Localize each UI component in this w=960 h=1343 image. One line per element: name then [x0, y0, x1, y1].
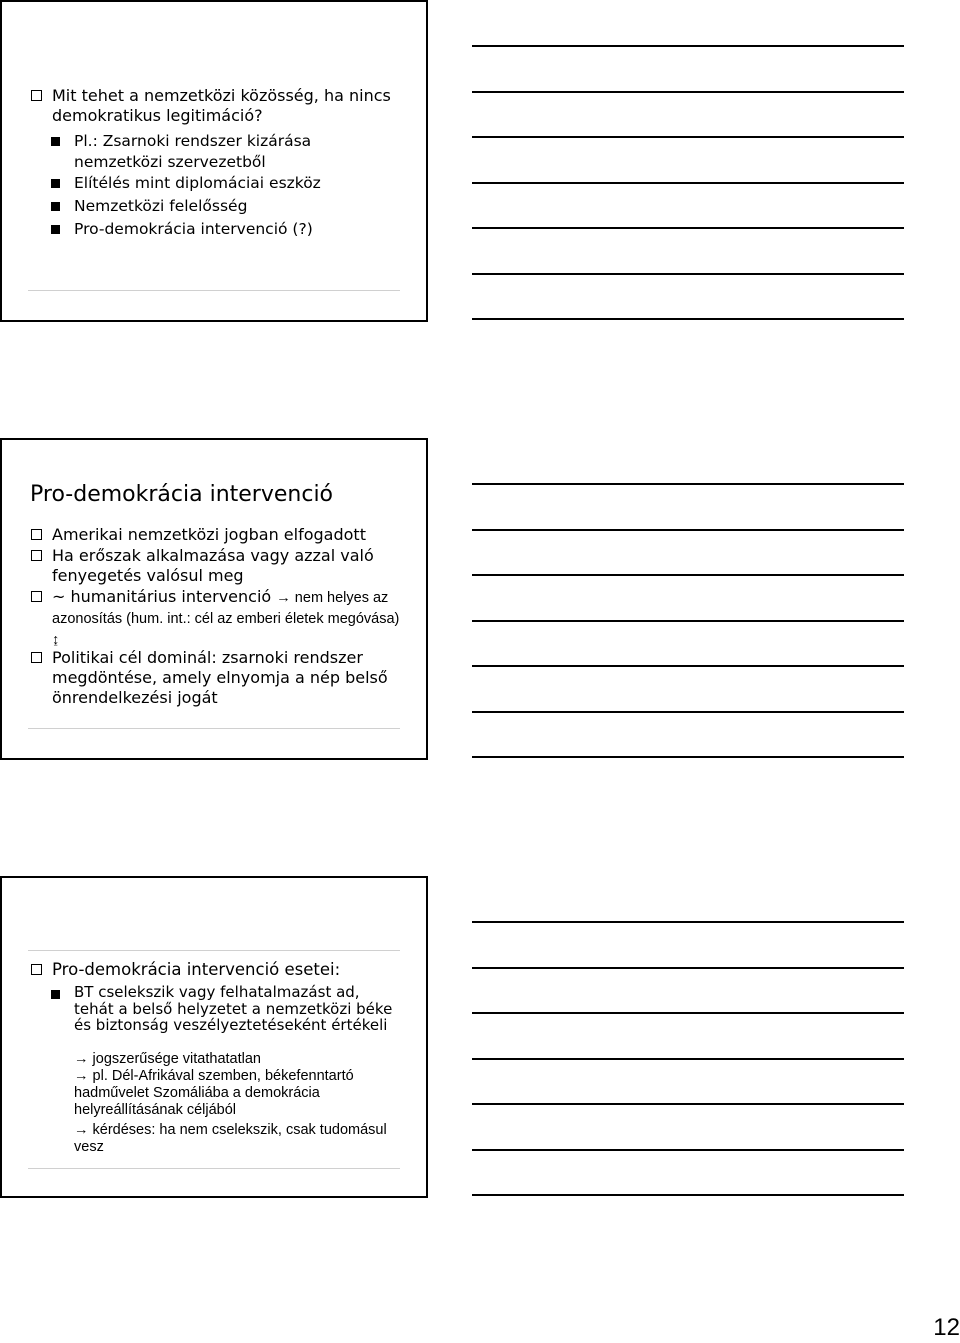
note-line: [472, 1012, 904, 1014]
note-line: [472, 1103, 904, 1105]
note-line: [472, 1149, 904, 1151]
slide3-subitem: → pl. Dél-Afrikával szemben, békefenntartó hadművelet Szomáliába a demokrácia helyreállításának céljából: [74, 1068, 354, 1118]
note-line: [472, 136, 904, 138]
hollow-square-bullet-icon: [30, 525, 46, 545]
arrow-right-icon: →: [74, 1122, 89, 1138]
slide3-subitem: → jogszerűsége vitathatatlan: [74, 1051, 261, 1067]
slide1-bullet: Nemzetközi felelősség: [50, 196, 400, 217]
slide2-item: Amerikai nemzetközi jogban elfogadott: [30, 525, 400, 545]
hollow-square-bullet-icon: [30, 546, 46, 566]
hollow-square-bullet-icon: [30, 648, 46, 668]
note-line: [472, 45, 904, 47]
note-line: [472, 620, 904, 622]
note-line: [472, 756, 904, 758]
filled-square-bullet-icon: [50, 196, 64, 216]
slide2-item: Politikai cél dominál: zsarnoki rendszer megdöntése, amely elnyomja a nép belső önrendelkezési jogát: [30, 648, 400, 708]
note-line: [472, 529, 904, 531]
filled-square-bullet-icon: [50, 173, 64, 193]
note-line: [472, 273, 904, 275]
note-line: [472, 1194, 904, 1196]
slide3-heading: Pro-demokrácia intervenció esetei:: [30, 960, 400, 980]
filled-square-bullet-icon: [50, 984, 64, 1004]
note-line: [472, 318, 904, 320]
slide3-bullet: BT cselekszik vagy felhatalmazást ad, tehát a belső helyzetet a nemzetközi béke és biztonság veszélyeztetéseként értékeli: [50, 984, 400, 1034]
page-number: 12: [933, 1314, 960, 1341]
arrow-right-icon: →: [74, 1051, 89, 1067]
note-line: [472, 182, 904, 184]
slide1-question: Mit tehet a nemzetközi közösség, ha nincs demokratikus legitimáció?: [30, 86, 400, 126]
slide1-bullet: Pl.: Zsarnoki rendszer kizárása nemzetközi szervezetből: [50, 131, 400, 172]
slide3-subitem: → kérdéses: ha nem cselekszik, csak tudomásul vesz: [74, 1122, 387, 1155]
note-line: [472, 967, 904, 969]
slide2-footer-rule: [28, 728, 400, 729]
arrow-right-icon: →: [74, 1068, 89, 1084]
note-line: [472, 921, 904, 923]
slide2-item: Ha erőszak alkalmazása vagy azzal való fenyegetés valósul meg: [30, 546, 400, 586]
slide2-title: Pro-demokrácia intervenció: [30, 482, 334, 507]
slide2-item: ~ humanitárius intervenció → nem helyes az azonosítás (hum. int.: cél az emberi életek megóvása) ↨: [30, 587, 400, 650]
note-line: [472, 227, 904, 229]
slide3-footer-rule: [28, 1168, 400, 1169]
slide1-footer-rule: [28, 290, 400, 291]
note-line: [472, 483, 904, 485]
slide1-bullet: Elítélés mint diplomáciai eszköz: [50, 173, 400, 194]
hollow-square-bullet-icon: [30, 86, 46, 106]
filled-square-bullet-icon: [50, 131, 64, 151]
note-line: [472, 91, 904, 93]
note-line: [472, 1058, 904, 1060]
note-line: [472, 574, 904, 576]
slide1-bullet: Pro-demokrácia intervenció (?): [50, 219, 400, 240]
note-line: [472, 711, 904, 713]
arrow-right-icon: →: [276, 590, 291, 606]
hollow-square-bullet-icon: [30, 960, 46, 980]
slide3-header-rule: [28, 950, 400, 951]
hollow-square-bullet-icon: [30, 587, 46, 607]
note-line: [472, 665, 904, 667]
filled-square-bullet-icon: [50, 219, 64, 239]
